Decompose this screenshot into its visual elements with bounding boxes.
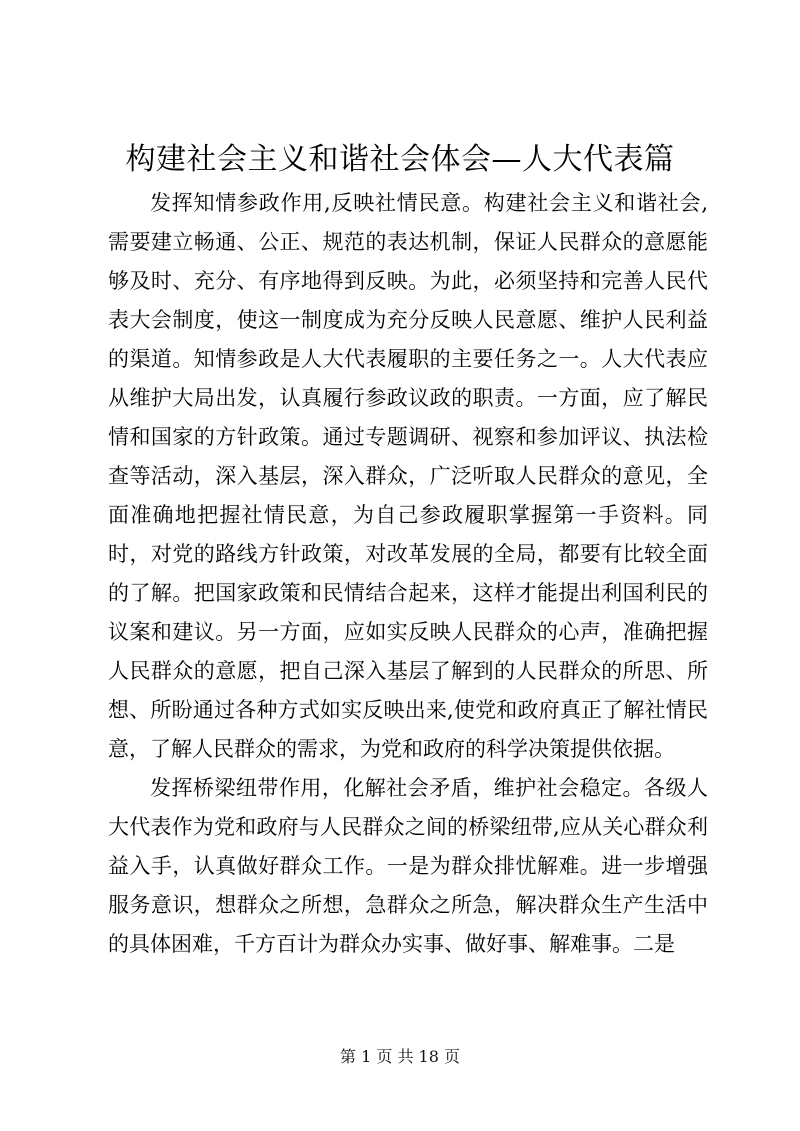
- paragraph-2: 发挥桥梁纽带作用，化解社会矛盾，维护社会稳定。各级人大代表作为党和政府与人民群众之间的桥梁纽带,应从关心群众利益入手，认真做好群众工作。一是为群众排忧解难。进一步增强服务意识，想群众之所想，急群众之所急，解决群众生产生活中的具体困难，千方百计为群众办实事、做好事、解难事。二是: [108, 776, 708, 956]
- paragraph-1: 发挥知情参政作用,反映社情民意。构建社会主义和谐社会,需要建立畅通、公正、规范的表达机制，保证人民群众的意愿能够及时、充分、有序地得到反映。为此，必须坚持和完善人民代表大会制度，使这一制度成为充分反映人民意愿、维护人民利益的渠道。知情参政是人大代表履职的主要任务之一。人大代表应从维护大局出发，认真履行参政议政的职责。一方面，应了解民情和国家的方针政策。通过专题调研、视察和参加评议、执法检查等活动，深入基层，深入群众，广泛听取人民群众的意见，全面准确地把握社情民意，为自己参政履职掌握第一手资料。同时，对党的路线方针政策，对改革发展的全局，都要有比较全面的了解。把国家政策和民情结合起来，这样才能提出利国利民的议案和建议。另一方面，应如实反映人民群众的心声，准确把握人民群众的意愿，把自己深入基层了解到的人民群众的所思、所想、所盼通过各种方式如实反映出来,使党和政府真正了解社情民意，了解人民群众的需求，为党和政府的科学决策提供依据。: [108, 191, 708, 761]
- document-title: 构建社会主义和谐社会体会—人大代表篇: [125, 142, 675, 177]
- page-indicator: 第 1 页 共 18 页: [340, 1047, 460, 1066]
- document-body: [108, 184, 708, 964]
